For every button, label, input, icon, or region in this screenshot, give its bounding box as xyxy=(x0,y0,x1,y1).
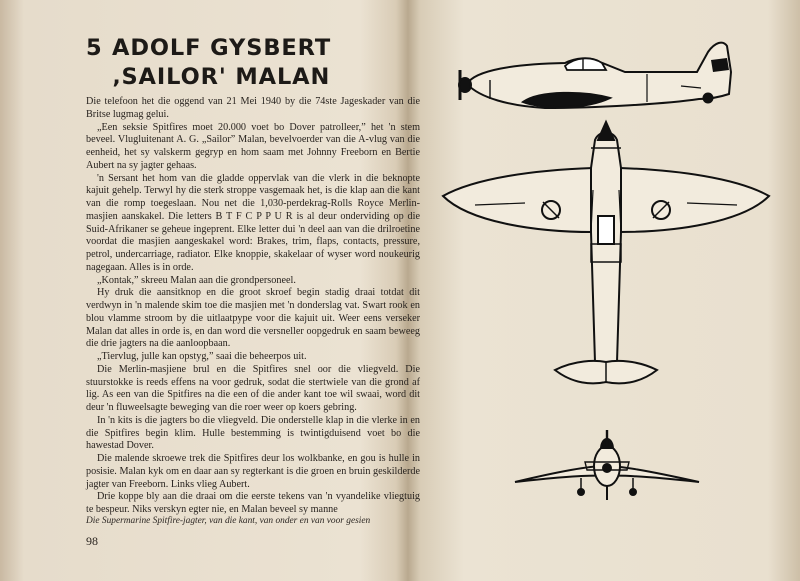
chapter-title-line1: ADOLF GYSBERT xyxy=(112,35,332,61)
chapter-heading xyxy=(86,34,331,92)
paragraph: 'n Sersant het hom van die gladde oppervlak van die vlerk in die beknopte kajuit gehelp. Terwyl hy die sterk stroppe vasgemaak het, is die klap aan die kant van die romp toegeslaan. Nou net die 1,030-perdekrag-Rolls Royce Merlin-masjien aanskakel. Die letters B T F C P P U R is al deur onderviding op die Suid-Afrikaner se geheue ingeprent. Elke letter dui 'n deel aan van die drilroetine voordat die masjien aangeskakel word: Brakes, trim, flaps, contacts, pressure, petrol, undercarriage, radiator. Elke knoppie, skakelaar of wyser word noukeurig nagegaan. Alles is in orde. xyxy=(86,172,420,273)
left-page xyxy=(24,22,420,562)
paragraph: „Tiervlug, julle kan opstyg,” saai die beheerpos uit. xyxy=(97,351,307,362)
spitfire-underside-view xyxy=(443,122,769,383)
figure-caption: Die Supermarine Spitfire-jagter, van die kant, van onder en van voor gesien xyxy=(86,516,371,526)
paragraph: Hy druk die aansitknop en die groot skroef begin stadig draai totdat dit verdwyn in 'n malende skim toe die masjien met 'n donderslag vat. Swart rook en blou vlamme stroom by die uitlaatpype voor die kajuit uit. Weer eens verseker Malan dat alles in orde is, en dan word die versneller oopgedruk en saam beweeg die drie jagters na die aanloopbaan. xyxy=(86,287,420,350)
spitfire-front-view xyxy=(515,430,699,500)
right-page xyxy=(415,0,800,581)
paragraph: „Een seksie Spitfires moet 20.000 voet bo Dover patrolleer,” het 'n stem beveel. Vlugluitenant A. G. „Sailor” Malan, bevelvoerder van die A-vlug van die eenheid, het sy valskerm gegryp en hom saam met Johnny Freeborn en Bertie Aubert na sy jagter gehaas. xyxy=(86,121,420,171)
paragraph: Die malende skroewe trek die Spitfires deur los wolkbanke, en gou is hulle in posisie. Malan kyk om en daar aan sy regterkant is die groen en bruin geskilderde jagter van Freeborn. Links vlieg Aubert. xyxy=(86,453,420,490)
chapter-number: 5 xyxy=(86,35,103,61)
paragraph: „Kontak,” skreeu Malan aan die grondpersoneel. xyxy=(97,274,296,286)
page-number: 98 xyxy=(86,534,98,548)
chapter-title-line2: ‚SAILOR' MALAN xyxy=(112,64,331,90)
paragraph: In 'n kits is die jagters bo die vliegveld. Die onderstelle klap in die vlerke in en die Spitfires begin klim. Hulle bestemming is twintigduisend voet bo die hawestad Dover. xyxy=(86,414,420,452)
paragraph: Die Merlin-masjiene brul en die Spitfires snel oor die vliegveld. Die stuurstokke is reeds effens na voor gedruk, sodat die stertwiele van die grond af lig. As een van die Spitfires na die een of die ander kant toe wil swaai, word dit deur 'n fluweelsagte beweging van die roer weer op koers gebring. xyxy=(86,363,420,413)
spitfire-illustrations xyxy=(415,0,800,581)
spitfire-side-view xyxy=(459,43,731,108)
paragraph: Drie koppe bly aan die draai om die eerste tekens van 'n vyandelike vliegtuig te bespeur. Niks verskyn egter nie, en Malan beveel sy manne xyxy=(86,491,420,515)
body-text xyxy=(86,96,420,517)
paragraph: Die telefoon het die oggend van 21 Mei 1940 by die 74ste Jageskader van die Britse lugmag gelui. xyxy=(86,96,420,120)
